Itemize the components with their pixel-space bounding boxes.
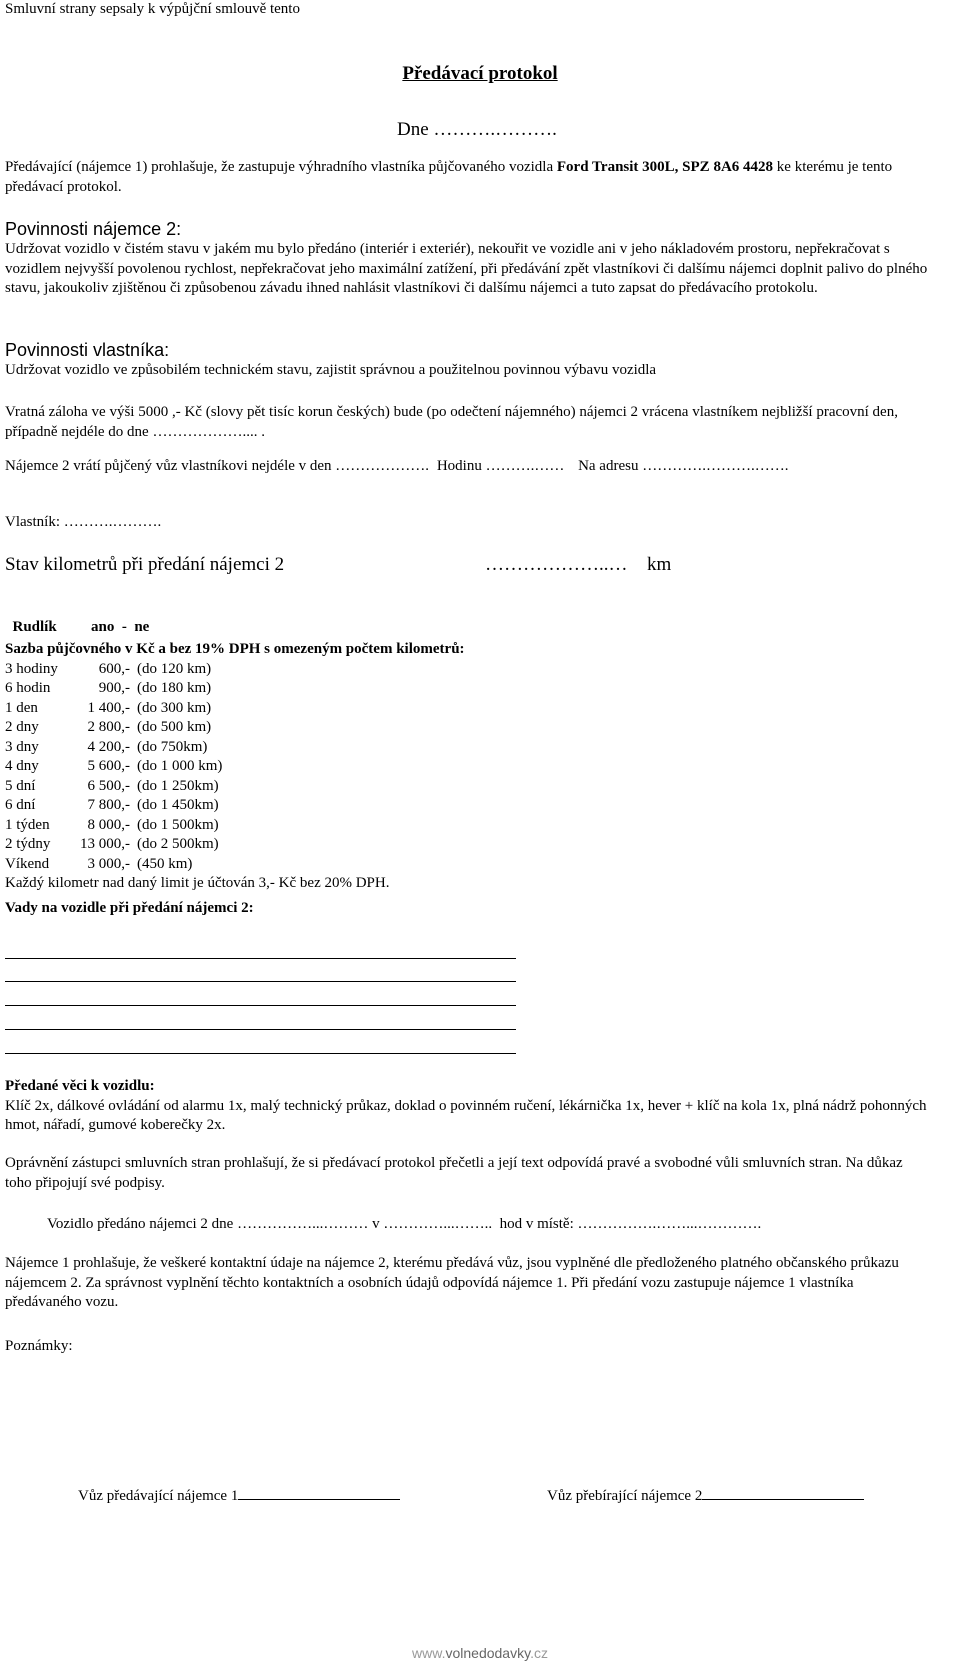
handover-line: Vozidlo předáno nájemci 2 dne ……………...……… v …………...…….. hod v místě: …………….……...………….: [47, 1216, 762, 1232]
rate-price: 2 800,-: [87, 719, 130, 735]
signature-left: Vůz předávající nájemce 1: [78, 1485, 400, 1507]
deposit-paragraph: Vratná záloha ve výši 5000 ,- Kč (slovy pět tisíc korun českých) bude (po odečtení nájemného) nájemci 2 vrácena vlastníkem nejbližší pracovní den, případně nejdéle do dne ……………….... .: [5, 404, 898, 440]
rate-price: 6 500,-: [87, 777, 130, 794]
km-label: Stav kilometrů při předání nájemci 2: [5, 554, 285, 575]
rate-period: 3 dny: [5, 738, 39, 755]
rate-row: [5, 738, 930, 758]
rate-price: 5 600,-: [87, 758, 130, 774]
rate-period: 6 dní: [5, 797, 36, 813]
handed-items: [5, 1077, 930, 1136]
rate-limit: (do 120 km): [137, 660, 212, 677]
rate-row: [5, 757, 930, 777]
rudlik-line: [5, 598, 930, 637]
rate-limit: (450 km): [137, 855, 193, 872]
rate-limit: (do 2 500km): [137, 836, 219, 852]
defects-line: [5, 981, 516, 982]
km-value: ………………..…: [485, 554, 628, 575]
rate-limit: (do 1 450km): [137, 797, 219, 813]
rate-row: [5, 777, 930, 797]
rate-limit: (do 1 250km): [137, 777, 219, 794]
rudlik-label: Rudlík: [12, 618, 57, 635]
owner-line: Vlastník: ……….……….: [5, 514, 162, 530]
rate-price: 900,-: [98, 680, 130, 696]
rate-period: 1 týden: [5, 816, 50, 833]
return-line: Nájemce 2 vrátí půjčený vůz vlastníkovi nejdéle v den ………………. Hodinu ……….…… Na adresu ………….……….…….: [5, 458, 789, 474]
footer-url[interactable]: www.volnedodavky.cz: [412, 1645, 548, 1661]
rates-table: [5, 660, 930, 875]
rate-period: 2 dny: [5, 719, 39, 735]
rate-period: 6 hodin: [5, 680, 51, 696]
rate-row: [5, 855, 930, 875]
rate-period: 2 týdny: [5, 836, 51, 852]
rate-row: [5, 679, 930, 699]
tenant-duties: [5, 218, 930, 299]
rate-period: Víkend: [5, 855, 50, 872]
date-line: Dne ……….……….: [397, 119, 557, 140]
rate-limit: (do 750km): [137, 738, 208, 755]
intro-paragraph: Předávající (nájemce 1) prohlašuje, že zastupuje výhradního vlastníka půjčovaného vozidla Ford Transit 300L, SPZ 8A6 4428 ke kterému je tento předávací protokol.: [5, 159, 893, 195]
rate-limit: (do 300 km): [137, 699, 212, 716]
tenant-duties-text: Udržovat vozidlo v čistém stavu v jakém mu bylo předáno (interiér i exteriér), nekouřit ve vozidle ani v jeho nákladovém prostoru, nepřekračovat s vozidlem nejvyšší povolenou rychlost, nepřekračovat jeho maximální zatížení, při předávání zpět vlastníkovi či dalšímu nájemci doplnit palivo do plného stavu, jakoukoliv zjištěnou či způsobenou závadu ihned nahlásit vlastníkovi či dalšímu nájemci a tuto zapsat do předávacího protokolu.: [5, 241, 928, 296]
vehicle-identification: Ford Transit 300L, SPZ 8A6 4428: [556, 159, 774, 175]
signature-line-right: [702, 1485, 864, 1500]
declaration-paragraph: Oprávnění zástupci smluvních stran prohlašují, že si předávací protokol přečetli a její text odpovídá pravé a svobodné vůli smluvních stran. Na důkaz toho připojují své podpisy.: [5, 1155, 903, 1191]
rates-note: Každý kilometr nad daný limit je účtován 3,- Kč bez 20% DPH.: [5, 875, 390, 891]
rate-row: [5, 835, 930, 855]
notes-label: Poznámky:: [5, 1338, 73, 1354]
rate-price: 7 800,-: [87, 797, 130, 813]
rate-price: 4 200,-: [87, 738, 130, 755]
rate-row: [5, 718, 930, 738]
defects-line: [5, 1005, 516, 1006]
tenant1-declaration: Nájemce 1 prohlašuje, že veškeré kontaktní údaje na nájemce 2, kterému předává vůz, jsou vyplněné dle předloženého platného občanského průkazu nájemcem 2. Za správnost vyplnění těchto kontaktních a osobních údajů odpovídá nájemce 1. Při předání vozu zastupuje nájemce 1 vlastníka předávaného vozu.: [5, 1255, 899, 1310]
header-text: Smluvní strany sepsaly k výpůjční smlouvě tento: [5, 1, 300, 17]
document-title: Předávací protokol: [402, 63, 558, 84]
rate-price: 8 000,-: [87, 816, 130, 833]
rate-period: 4 dny: [5, 758, 39, 774]
km-line: [5, 553, 930, 577]
rates-heading: Sazba půjčovného v Kč a bez 19% DPH s omezeným počtem kilometrů:: [5, 641, 465, 657]
rate-row: [5, 796, 930, 816]
rate-limit: (do 1 000 km): [137, 758, 223, 774]
km-unit: km: [647, 554, 672, 575]
rate-row: [5, 816, 930, 836]
rate-limit: (do 180 km): [137, 680, 212, 696]
tenant-duties-heading: Povinnosti nájemce 2:: [5, 219, 182, 239]
signature-right: Vůz přebírající nájemce 2: [547, 1485, 864, 1507]
rate-period: 3 hodiny: [5, 660, 58, 677]
rate-period: 5 dní: [5, 777, 36, 794]
rate-limit: (do 500 km): [137, 719, 212, 735]
rates-section: [5, 640, 930, 894]
signature-line-left: [238, 1485, 400, 1500]
defects-line: [5, 1053, 516, 1054]
rate-price: 13 000,-: [80, 836, 130, 852]
handed-items-text: Klíč 2x, dálkové ovládání od alarmu 1x, malý technický průkaz, doklad o povinném ručení, lékárnička 1x, hever + klíč na kola 1x, plná nádrž pohonných hmot, nářadí, gumové koberečky 2x.: [5, 1097, 927, 1133]
handed-items-heading: Předané věci k vozidlu:: [5, 1078, 155, 1094]
defects-line: [5, 1029, 516, 1030]
defects-line: [5, 958, 516, 959]
owner-duties-text: Udržovat vozidlo ve způsobilém technickém stavu, zajistit správnou a použitelnou povinnou výbavu vozidla: [5, 362, 657, 378]
rate-price: 3 000,-: [87, 855, 130, 872]
rudlik-options: ano - ne: [91, 618, 150, 635]
defects-heading: Vady na vozidle při předání nájemci 2:: [5, 900, 254, 916]
rate-price: 600,-: [98, 660, 130, 677]
rate-row: [5, 660, 930, 680]
rate-row: [5, 699, 930, 719]
owner-duties-heading: Povinnosti vlastníka:: [5, 340, 170, 360]
rate-period: 1 den: [5, 699, 38, 716]
owner-duties: [5, 339, 930, 381]
rate-limit: (do 1 500km): [137, 816, 219, 833]
rate-price: 1 400,-: [87, 699, 130, 716]
